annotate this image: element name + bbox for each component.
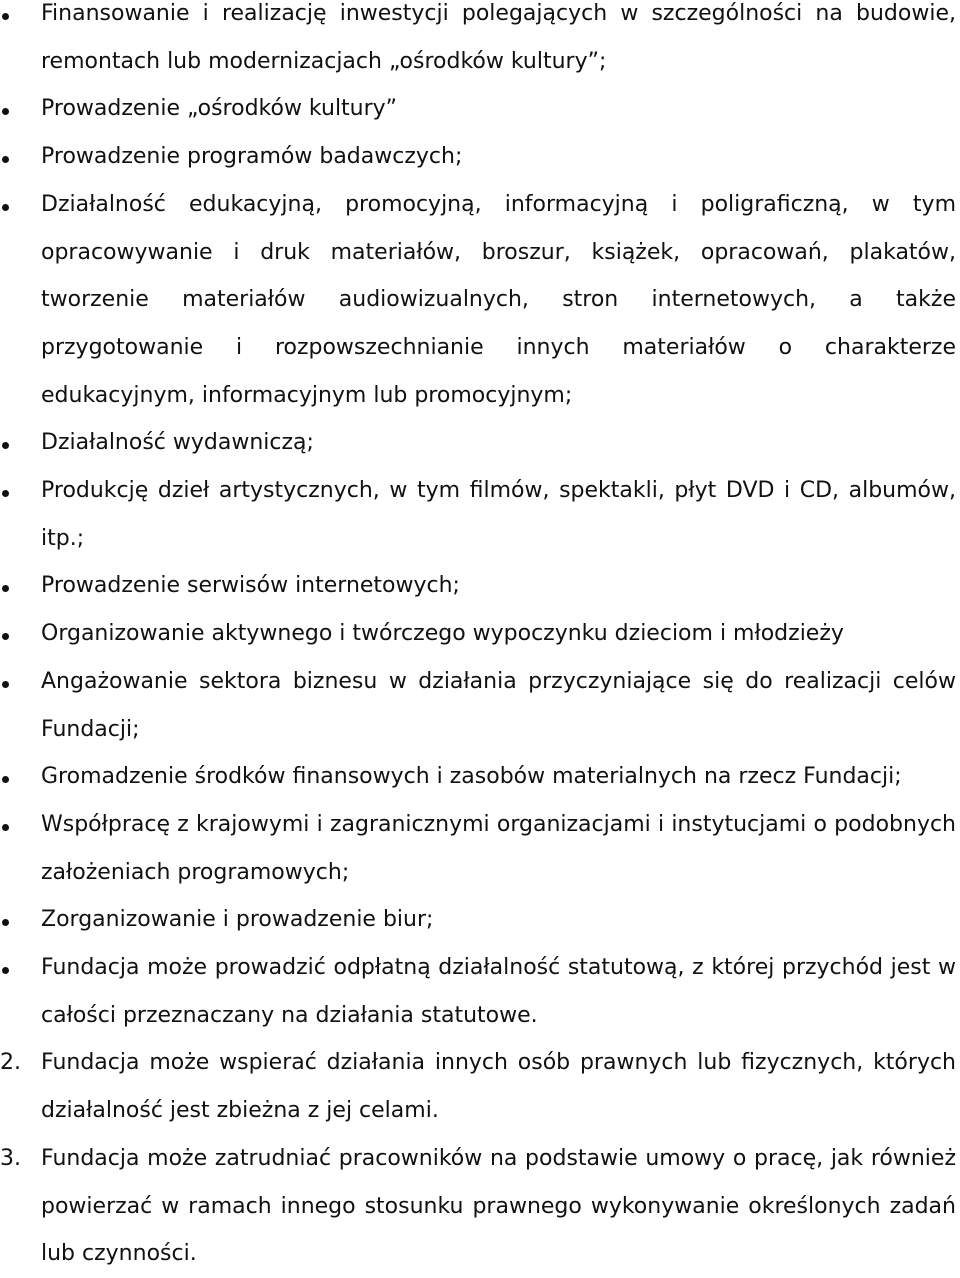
list-item (0, 610, 956, 658)
list-item (0, 562, 956, 610)
bullet-icon (0, 801, 41, 849)
list-item-text: Współpracę z krajowymi i zagranicznymi organizacjami i instytucjami o podobnych założeniach programowych; (41, 811, 956, 885)
list-item-text: Prowadzenie programów badawczych; (41, 144, 463, 170)
list-item-text: Finansowanie i realizację inwestycji polegających w szczególności na budowie, remontach lub modernizacjach „ośrodków kultury”; (41, 1, 956, 74)
list-item-text: Działalność wydawniczą; (41, 430, 314, 456)
bullet-icon (0, 658, 41, 706)
bullet-icon (0, 944, 41, 992)
list-item (0, 896, 956, 944)
numbered-list (0, 1039, 960, 1278)
bullet-icon (0, 562, 41, 610)
list-item (0, 658, 956, 753)
list-item-text: Gromadzenie środków finansowych i zasobów materialnych na rzecz Fundacji; (41, 764, 902, 790)
item-number: 3. (0, 1145, 21, 1171)
bullet-icon (0, 467, 41, 515)
numbered-item-text: Fundacja może wspierać działania innych osób prawnych lub fizycznych, których działalność jest zbieżna z jej celami. (41, 1050, 956, 1124)
list-item-text: Fundacja może prowadzić odpłatną działalność statutową, z której przychód jest w całości przeznaczany na działania statutowe. (41, 955, 956, 1028)
bullet-icon (0, 896, 41, 944)
list-item-text: Prowadzenie serwisów internetowych; (41, 573, 460, 599)
list-item (0, 85, 956, 133)
bullet-icon (0, 85, 41, 133)
list-item (0, 0, 956, 85)
list-item-text: Organizowanie aktywnego i twórczego wypoczynku dzieciom i młodzieży (41, 621, 844, 647)
list-item (0, 419, 956, 467)
list-item (0, 801, 956, 896)
list-item (0, 467, 956, 562)
list-item (0, 944, 956, 1039)
bullet-icon (0, 181, 41, 229)
list-item-text: Prowadzenie „ośrodków kultury” (41, 96, 398, 122)
item-number: 2. (0, 1050, 21, 1076)
list-item-text: Działalność edukacyjną, promocyjną, informacyjną i poligraficzną, w tym opracowywanie i druk materiałów, broszur, książek, opracowań, plakatów, tworzenie materiałów audiowizualnych, stron internetowych, a także przygotowanie i rozpowszechnianie innych materiałów o charakterze edukacyjnym, informacyjnym lub promocyjnym; (41, 191, 956, 408)
numbered-item-text: Fundacja może zatrudniać pracowników na podstawie umowy o pracę, jak również powierzać w ramach innego stosunku prawnego wykonywanie określonych zadań lub czynności. (41, 1145, 956, 1267)
bullet-icon (0, 753, 41, 801)
list-item-text: Angażowanie sektora biznesu w działania przyczyniające się do realizacji celów Fundacji; (41, 668, 956, 742)
numbered-item (0, 1135, 956, 1278)
list-item (0, 753, 956, 801)
bullet-icon (0, 610, 41, 658)
bullet-icon (0, 133, 41, 181)
bullet-icon (0, 0, 41, 38)
list-item (0, 133, 956, 181)
numbered-item (0, 1039, 956, 1134)
list-item (0, 181, 956, 420)
list-item-text: Zorganizowanie i prowadzenie biur; (41, 907, 434, 933)
list-item-text: Produkcję dzieł artystycznych, w tym filmów, spektakli, płyt DVD i CD, albumów, itp.; (41, 478, 956, 551)
bullet-icon (0, 419, 41, 467)
